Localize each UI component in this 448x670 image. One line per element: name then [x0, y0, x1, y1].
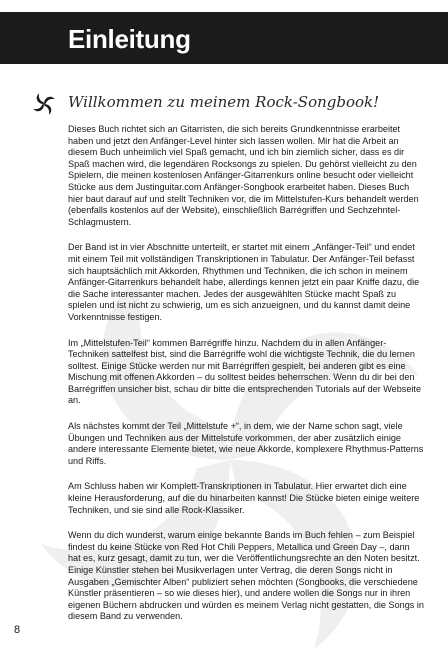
page-title: Einleitung: [68, 24, 191, 54]
section-heading-row: [32, 90, 432, 120]
paragraph: Am Schluss haben wir Komplett-Transkriptionen in Tabulatur. Hier erwartet dich eine kleine Herausforderung, auf die du hinarbeiten kannst! Die Stücke bieten einige weitere Techniken, und sie sind alle Rock-Klassiker.: [68, 481, 420, 515]
paragraph: Im „Mittelstufen-Teil“ kommen Barrégriffe hinzu. Nachdem du in allen Anfänger-Techniken sattelfest bist, sind die Barrégriffe wohl die wichtigste Technik, die du lernen solltest. Einige Stücke werden nur mit Barrégriffen gespielt, bei anderen gibt es eine Mischung mit offenen Akkorden – du solltest beides beherrschen. Wenn du dir bei den Barrégriffen unsicher bist, schau dir bitte die entsprechenden Tutorials auf der Webseite an.: [68, 337, 422, 406]
paragraph: Dieses Buch richtet sich an Gitarristen, die sich bereits Grundkenntnisse erarbeitet haben und jetzt den Anfänger-Level hinter sich lassen wollen. Mir hat die Arbeit an diesem Buch unheimlich viel Spaß gemacht, und ich bin ziemlich sicher, dass es dir Spaß machen wird, die legendären Rocksongs zu spielen. Du gehörst vielleicht zu den Spielern, die meinen kostenlosen Anfänger-Gitarrenkurs online besucht oder vielleicht Stücke aus dem Justinguitar.com Anfänger-Songbook erarbeitet haben. Dieses Buch hier baut darauf auf und stellt Techniken vor, die im Mittelstufen-Kurs behandelt werden (ebenfalls kostenlos auf der Website), einschließlich Barrégriffen und Sechzehntel-Schlagmustern.: [68, 124, 419, 227]
header-bar: [0, 12, 448, 64]
body-text: [68, 124, 424, 637]
paragraph: Wenn du dich wunderst, warum einige bekannte Bands im Buch fehlen – zum Beispiel findest du keine Stücke von Red Hot Chili Peppers, Metallica und Green Day –, dann hat es, kurz gesagt, damit zu tun, wer die Veröffentlichungsrechte an den Noten besitzt. Einige Künstler stehen bei Musikverlagen unter Vertrag, die deren Songs nicht in Ausgaben „Gemischter Alben“ publiziert sehen möchten (Songbooks, die verschiedene Künstler präsentieren – so wie dieses hier), und andere wollen die Songs nur in ihren eigenen Büchern abdrucken und würden es meinem Verlag nicht gestatten, die Songs in diesem Band zu verwenden.: [68, 530, 424, 622]
section-subheading: Willkommen zu meinem Rock-Songbook!: [68, 93, 380, 111]
swirl-logo-icon: [32, 92, 56, 116]
page-number: 8: [14, 624, 21, 636]
paragraph: Der Band ist in vier Abschnitte unterteilt, er startet mit einem „Anfänger-Teil“ und endet mit einem Teil mit vollständigen Transkriptionen in Tabulatur. Der Anfänger-Teil befasst sich hauptsächlich mit Akkorden, Rhythmen und Techniken, die ich schon in meinem Anfänger-Gitarrenkurs behandelt habe, allerdings kennen jetzt ein paar Kniffe dazu, die die Sache interessanter machen. Jedes der ausgewählten Stücke macht Spaß zu spielen und ist nicht zu schwierig, um es sich anzueignen, und du kannst damit deine Vorkenntnisse festigen.: [68, 242, 420, 322]
paragraph: Als nächstes kommt der Teil „Mittelstufe +“, in dem, wie der Name schon sagt, viele Übungen und Techniken aus der Mittelstufe vorkommen, der aber zusätzlich einige andere interessante Elemente bietet, wie neue Akkorde, komplexere Rhythmus-Patterns und Riffs.: [68, 421, 424, 466]
